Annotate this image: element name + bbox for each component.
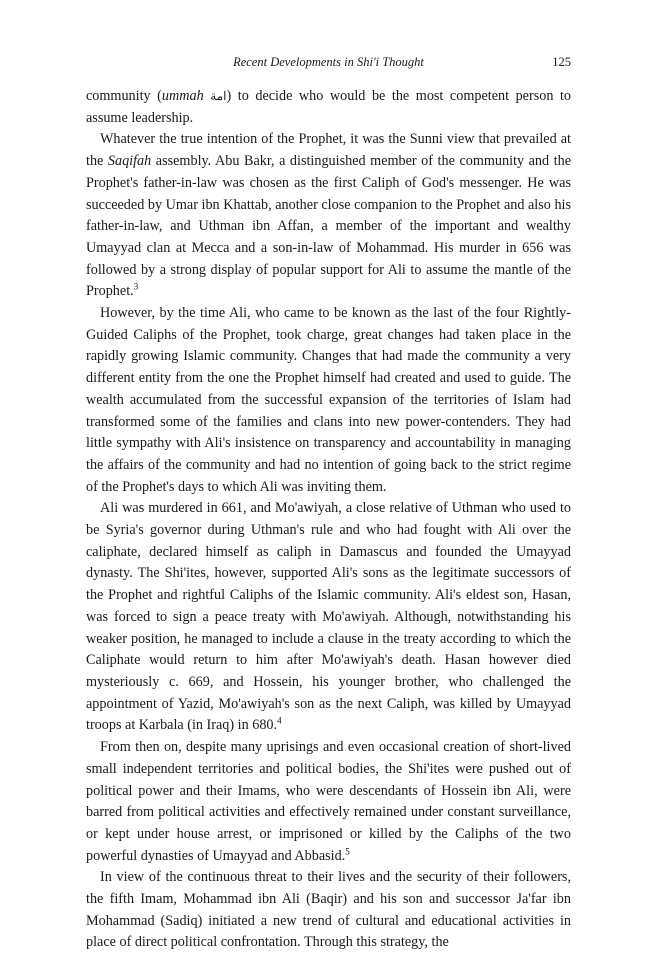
body-text [86,86,571,954]
text-run: Ali was murdered in 661, and Mo'awiyah, a close relative of Uthman who used to be Syria's governor during Uthman's rule and who had fought with Ali over the caliphate, declared himself as caliph in Damascus and founded the Umayyad dynasty. The Shi'ites, however, supported Ali's sons as the legitimate successors of the Prophet and rightful Caliphs of the Islamic community. Ali's eldest son, Hasan, was forced to sign a peace treaty with Mo'awiyah. Although, notwithstanding his weaker position, he managed to include a clause in the treaty according to which the Caliphate would return to him after Mo'awiyah's death. Hasan however died mysteriously c. 669, and Hossein, his younger brother, who challenged the appointment of Yazid, Mo'awiyah's son as the next Caliph, was killed by Umayyad troops at Karbala (in Iraq) in 680. [86,500,571,734]
page-number: 125 [552,55,571,69]
paragraph [86,86,571,129]
paragraph [86,498,571,737]
text-run: community ( [86,88,162,104]
footnote-marker: 3 [133,281,139,292]
running-head: Recent Developments in Shi'i Thought [233,55,424,69]
paragraph [86,867,571,954]
text-run: However, by the time Ali, who came to be known as the last of the four Rightly-Guided Caliphs of the Prophet, took charge, great changes had taken place in the rapidly growing Islamic community. Changes that had made the community a very different entity from the one the Prophet himself had created and used to guide. The wealth accumulated from the successful expansion of the territories of Islam had transformed some of the families and clans into new power-contenders. They had little sympathy with Ali's insistence on transparency and accountability in managing the affairs of the community and had no intention of going back to the strict regime of the Prophet's days to which Ali was inviting them. [86,305,571,495]
text-run: From then on, despite many uprisings and even occasional creation of short-lived small independent territories and political bodies, the Shi'ites were pushed out of political power and their Imams, who were descendants of Hossein ibn Ali, were barred from political activities and effectively remained under constant surveillance, or kept under house arrest, or imprisoned or killed by the Caliphs of the two powerful dynasties of Umayyad and Abbasid. [86,739,571,864]
page-header [86,52,571,72]
italic-term: Saqifah [107,153,152,170]
paragraph [86,129,571,303]
paragraph [86,737,571,867]
text-run: In view of the continuous threat to their lives and the security of their followers, the fifth Imam, Mohammad ibn Ali (Baqir) and his son and successor Ja'far ibn Mohammad (Sadiq) initiated a new trend of cultural and educational activities in place of direct political confrontation. Through this strategy, the [86,869,571,951]
italic-term: ummah [161,88,204,104]
text-run: assembly. Abu Bakr, a distinguished member of the community and the Prophet's father-in-law was chosen as the first Caliph of God's messenger. He was succeeded by Umar ibn Khattab, another close companion to the Prophet and also his father-in-law, and Uthman ibn Affan, a member of the important and wealthy Umayyad clan at Mecca and a son-in-law of Mohammad. His murder in 656 was followed by a strong display of popular support for Ali to assume the mantle of the Prophet. [86,153,571,300]
footnote-marker: 4 [277,715,282,726]
paragraph [86,303,571,498]
footnote-marker: 5 [345,845,350,856]
arabic-term: امة [210,89,227,103]
text-run: ) to decide who would be the most competent person to assume leadership. [86,88,572,126]
text-run: Whatever the true intention of the Prophet, it was the Sunni view that prevailed at the [86,131,571,170]
